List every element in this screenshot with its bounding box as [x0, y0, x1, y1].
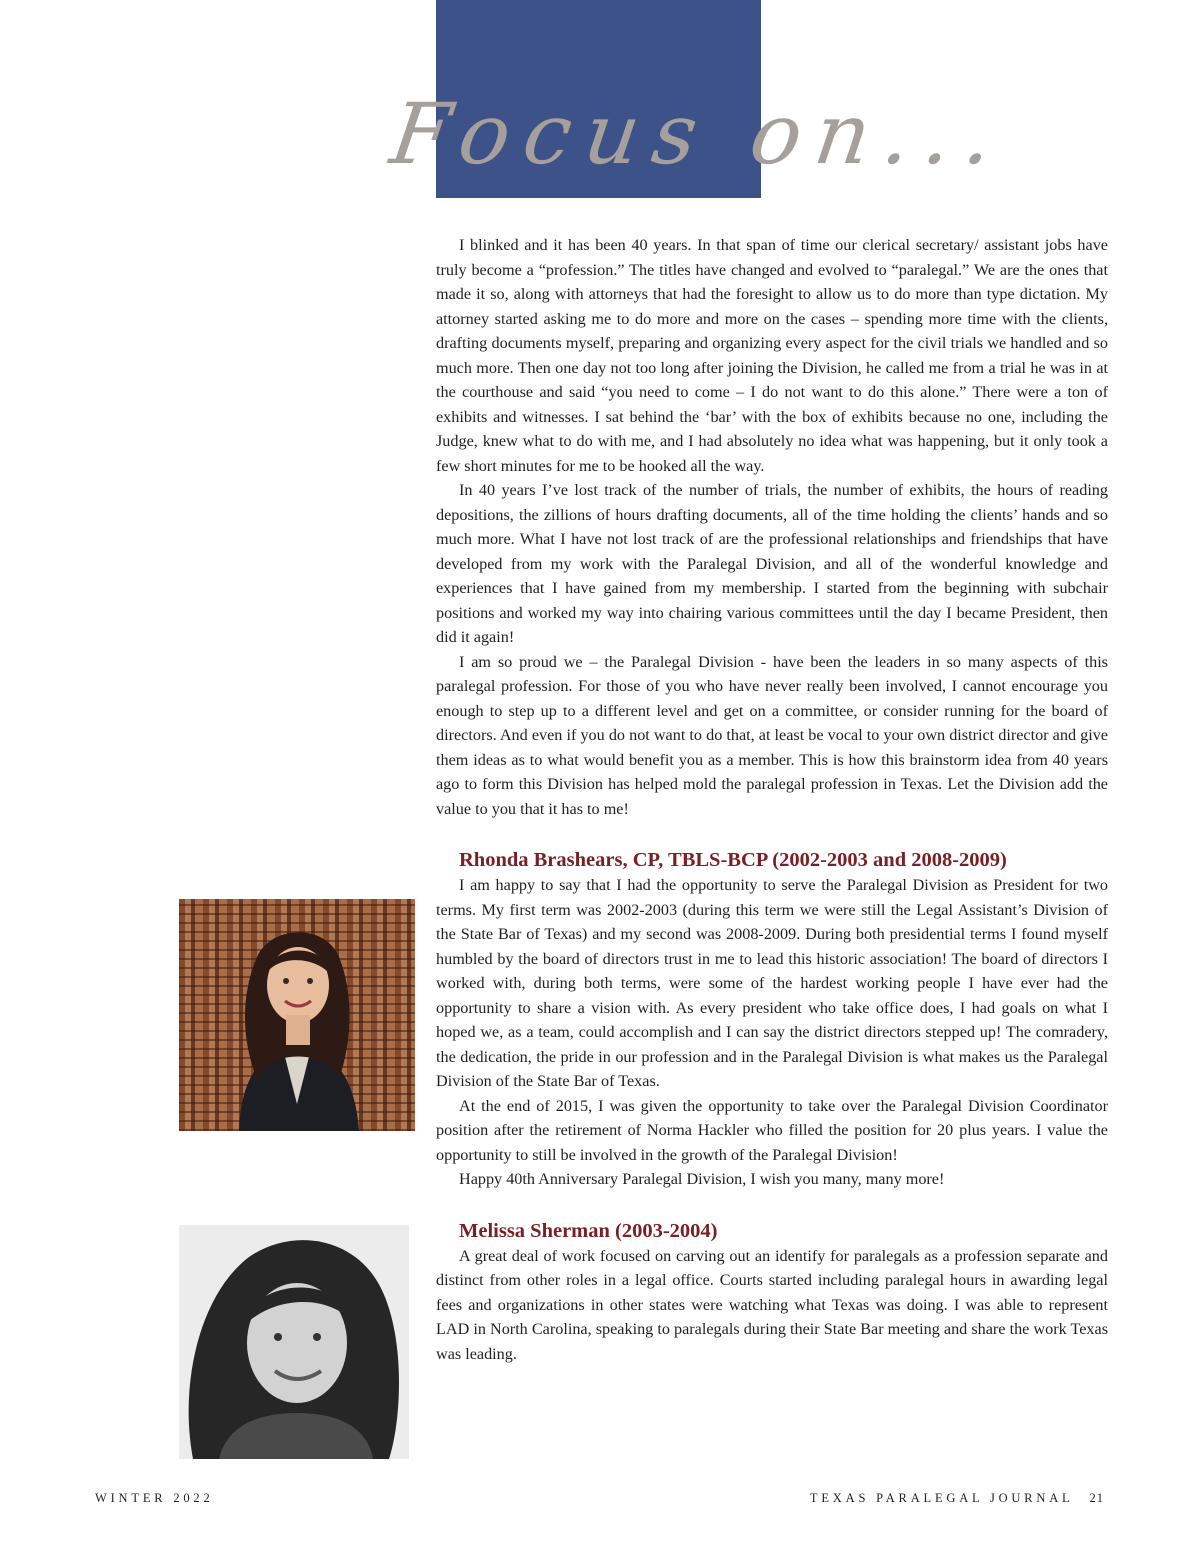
portrait-illustration-rhonda — [179, 899, 415, 1131]
portrait-illustration-melissa — [179, 1225, 409, 1459]
article-paragraph: I blinked and it has been 40 years. In that span of time our clerical secretary/ assistant jobs have truly become a “profession.” The titles have changed and evolved to “paralegal.” We are the ones that made it so, along with attorneys that had the foresight to allow us to do more than type dictation. My attorney started asking me to do more and more on the cases – spending more time with the clients, drafting documents myself, preparing and organizing every aspect for the civil trials we handled and so much more. Then one day not too long after joining the Division, he called me from a trial he was in at the courthouse and said “you need to come – I do not want to do this alone.” There were a ton of exhibits and witnesses. I sat behind the ‘bar’ with the box of exhibits because no one, including the Judge, knew what to do with me, and I had absolutely no idea what was happening, but it only took a few short minutes for me to be hooked all the way. — [436, 236, 1108, 475]
article-paragraph: I am happy to say that I had the opportunity to serve the Paralegal Division as President for two terms. My first term was 2002-2003 (during this term we were still the Legal Assistant’s Division of the State Bar of Texas) and my second was 2008-2009. During both presidential terms I found myself humbled by the board of directors trust in me to lead this historic association! The board of directors I worked with, during both terms, were some of the hardest working people I have ever had the opportunity to share a vision with. As every president who take office does, I had goals on what I hoped we, as a team, could accomplish and I can say the district directors stepped up! The comradery, the dedication, the pride in our profession and in the Paralegal Division is what makes us the Paralegal Division of the State Bar of Texas. — [436, 876, 1108, 1090]
article-paragraph: I am so proud we – the Paralegal Division - have been the leaders in so many aspects of this paralegal profession. For those of you who have never really been involved, I cannot encourage you enough to step up to a different level and get on a committee, or consider running for the board of directors. And even if you do not want to do that, at least be vocal to your own district director and give them ideas as to what would benefit you as a member. This is how this brainstorm idea from 40 years ago to form this Division has helped mold the paralegal profession in Texas. Let the Division add the value to you that it has to me! — [436, 652, 1108, 818]
article-paragraph: In 40 years I’ve lost track of the number of trials, the number of exhibits, the hours of reading depositions, the zillions of hours drafting documents, all of the time holding the clients’ hands and so much more. What I have not lost track of are the professional relationships and friendships that have developed from my work with the Paralegal Division, and all of the wonderful knowledge and experiences that I have gained from my membership. I started from the beginning with subchair positions and worked my way into chairing various committees until the day I became President, then did it again! — [436, 481, 1108, 646]
footer-publication-line — [810, 1491, 1104, 1506]
section-heading-rhonda-brashears: Rhonda Brashears, CP, TBLS-BCP (2002-2003 and 2008-2009) — [459, 849, 1007, 871]
section-title: Focus on... — [385, 85, 1013, 183]
article-paragraph: A great deal of work focused on carving out an identify for paralegals as a profession separate and distinct from other roles in a legal office. Courts started including paralegal hours in awarding legal fees and organizations in other states were watching what Texas was doing. I was able to represent LAD in North Carolina, speaking to paralegals during their State Bar meeting and share the work Texas was leading. — [436, 1246, 1108, 1363]
footer-issue: WINTER 2022 — [95, 1491, 214, 1505]
footer-publication: TEXAS PARALEGAL JOURNAL — [809, 1491, 1074, 1505]
portrait-photo-melissa-sherman — [179, 1225, 409, 1459]
section-heading-melissa-sherman: Melissa Sherman (2003-2004) — [459, 1219, 718, 1242]
article-body — [436, 233, 1108, 1366]
article-paragraph: Happy 40th Anniversary Paralegal Division, I wish you many, many more! — [459, 1170, 945, 1188]
portrait-photo-rhonda-brashears — [179, 899, 415, 1131]
page-number: 21 — [1089, 1491, 1104, 1505]
article-paragraph: At the end of 2015, I was given the opportunity to take over the Paralegal Division Coordinator position after the retirement of Norma Hackler who filled the position for 20 plus years. I value the opportunity to still be involved in the growth of the Paralegal Division! — [436, 1096, 1108, 1164]
